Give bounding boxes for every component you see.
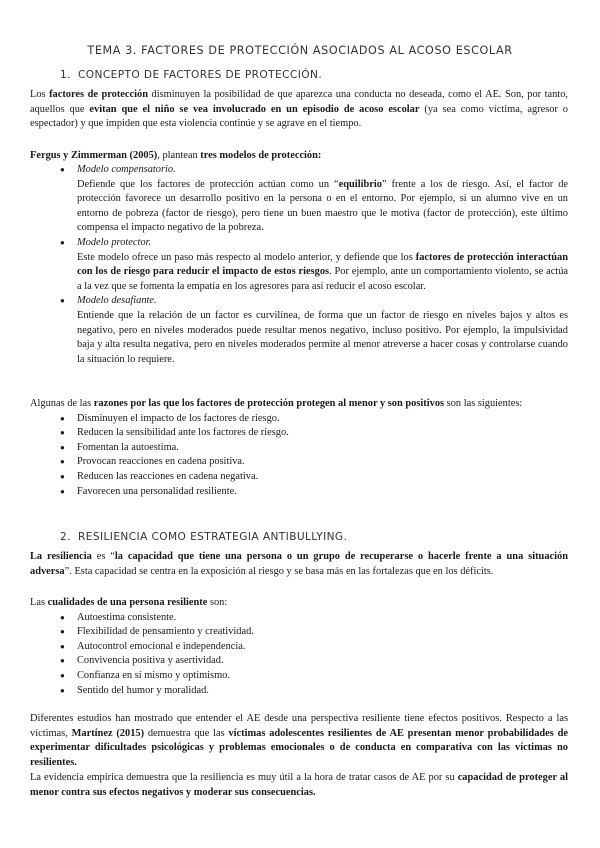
qualities-list (30, 611, 568, 699)
fergus-paragraph (30, 149, 568, 164)
section-1-number: 1. (60, 69, 71, 81)
list-item-text: Favorecen una personalidad resiliente. (77, 485, 237, 497)
bullet-icon: ● (60, 627, 65, 637)
bullet-icon: ● (60, 296, 65, 306)
text-run: . Por ejemplo, ante un comportamiento violento, se actúa a la vez que se fomenta la empatía en los agresores para así reducir el acoso escolar. (77, 266, 568, 292)
bullet-icon: ● (60, 612, 65, 622)
list-item (30, 684, 568, 699)
list-item (30, 611, 568, 626)
text-run: es “ (91, 551, 115, 562)
text-run: Los (30, 89, 50, 100)
model-name: Modelo protector. (77, 236, 152, 248)
bold-run: equilibrio (338, 178, 382, 190)
list-item-text: Reducen la sensibilidad ante los factores de riesgo. (77, 427, 289, 439)
bullet-icon: ● (60, 413, 65, 423)
section-1-heading (60, 68, 322, 83)
list-item (30, 441, 568, 456)
list-item-text: Autoestima consistente. (77, 611, 177, 623)
list-item (30, 470, 568, 485)
bold-run: cualidades de una persona resiliente (47, 597, 208, 608)
model-name: Modelo compensatorio. (77, 164, 176, 175)
list-item-text: Convivencia positiva y asertividad. (77, 655, 224, 667)
bullet-icon: ● (60, 641, 65, 651)
list-item-text: Disminuyen el impacto de los factores de riesgo. (77, 412, 280, 424)
intro-paragraph (30, 88, 568, 132)
bold-run: tres modelos de protección: (200, 150, 322, 161)
bold-run: evitan que el niño se vea involucrado en un episodio de acoso escolar (89, 103, 420, 115)
list-item-text: Sentido del humor y moralidad. (77, 684, 209, 696)
bold-run: Martínez (2015) (71, 727, 145, 739)
text-run: (ya sea como víctima, agresor o espectador) y que impiden que esta violencia continúe y se agrave en el tiempo. (30, 103, 568, 130)
bullet-icon: ● (60, 486, 65, 496)
text-run: ”. Esta capacidad se centra en la exposición al riesgo y se basa más en las fortalezas que en los déficits. (64, 565, 494, 577)
bold-run: razones por las que los factores de protección protegen al menor y son positivos (93, 398, 445, 409)
section-2-number: 2. (60, 531, 71, 543)
list-item (30, 485, 568, 500)
list-item (30, 654, 568, 669)
text-run: Este modelo ofrece un paso más respecto al modelo anterior, y defiende que los (77, 251, 416, 263)
bullet-icon: ● (60, 471, 65, 481)
text-run: Las (30, 597, 48, 608)
list-item-text: Reducen las reacciones en cadena negativa. (77, 470, 259, 482)
studies-paragraph (30, 712, 568, 770)
evidence-paragraph (30, 771, 568, 800)
text-run: Algunas de las (30, 398, 94, 409)
text-run: Entiende que la relación de un factor es curvilínea, de forma que un factor de riesgo en niveles bajos y altos es negativo, pero en niveles moderados puede resultar menos negativo, incluso positivo. Por ejemplo, la impulsividad baja y alta resulta negativa, pero en niveles moderados permite al menor atreverse a hacer cosas y controlarse cuando la situación lo requiere. (77, 309, 568, 365)
qualities-paragraph (30, 596, 568, 698)
bullet-icon: ● (60, 685, 65, 695)
list-item-text: Flexibilidad de pensamiento y creatividad. (77, 626, 254, 638)
section-2-heading (60, 530, 347, 545)
document-title: TEMA 3. FACTORES DE PROTECCIÓN ASOCIADOS AL ACOSO ESCOLAR (87, 44, 513, 57)
bullet-icon: ● (60, 237, 65, 247)
list-item (30, 412, 568, 427)
list-item (30, 455, 568, 470)
text-run: son las siguientes: (444, 398, 523, 409)
section-2-text: RESILIENCIA COMO ESTRATEGIA ANTIBULLYING. (78, 531, 348, 543)
text-run: La evidencia empírica demuestra que la resiliencia es muy útil a la hora de tratar casos de AE por su (30, 772, 458, 783)
text-run: son: (207, 597, 228, 608)
bold-run: capacidad de proteger al menor contra sus efectos negativos y moderar sus consecuencias. (30, 772, 568, 798)
model-name: Modelo desafiante. (77, 295, 157, 307)
text-run: ” frente a los de riesgo. Así, el factor de protección favorece un desarrollo positivo en la persona o en el entorno. Por ejemplo, si un alumno vive en un entorno de pobreza (factor de riesgo), pero tiene un buen maestro que le motiva (factor de protección), este último compensa el impacto negativo de la pobreza. (77, 178, 569, 234)
list-item-text: Provocan reacciones en cadena positiva. (77, 456, 245, 468)
text-run: demuestra que las (144, 727, 229, 739)
text-run: disminuyen la posibilidad de que aparezca una conducta no deseada, como el AE. Son, por tanto, aquellos que (30, 89, 568, 115)
list-item (30, 669, 568, 684)
list-item (30, 426, 568, 441)
model-item (30, 163, 568, 236)
bullet-icon: ● (60, 428, 65, 438)
list-item (30, 640, 568, 655)
reasons-paragraph (30, 397, 568, 499)
bold-run: la capacidad que tiene una persona o un grupo de recuperarse o hacerle frente a una situación adversa (30, 551, 568, 577)
model-item (30, 236, 568, 294)
list-item-text: Confianza en sí mismo y optimismo. (77, 669, 230, 681)
bold-run: factores de protección (49, 89, 149, 100)
reasons-list (30, 412, 568, 500)
text-run: , plantean (157, 150, 201, 161)
list-item-text: Autocontrol emocional e independencia. (77, 640, 246, 652)
text-run: Defiende que los factores de protección actúan como un “ (77, 178, 339, 190)
bold-run: víctimas adolescentes resilientes de AE presentan menor probabilidades de experimentar dificultades psicológicas y problemas emocionales o de conducta en comparativa con las víctimas no resilientes. (30, 727, 568, 768)
bold-run: La resiliencia (30, 551, 92, 562)
models-list (30, 163, 568, 367)
resilience-paragraph (30, 550, 568, 579)
bold-run: factores de protección interactúan con los de riesgo para reducir el impacto de estos riesgos (77, 251, 568, 278)
list-item-text: Fomentan la autoestima. (77, 441, 179, 453)
bullet-icon: ● (60, 656, 65, 666)
bold-run: Fergus y Zimmerman (2005) (30, 150, 158, 161)
bullet-icon: ● (60, 165, 65, 174)
text-run: Diferentes estudios han mostrado que entender el AE desde una perspectiva resiliente tiene efectos positivos. Respecto a las víctimas, (30, 713, 568, 739)
bullet-icon: ● (60, 457, 65, 467)
list-item (30, 625, 568, 640)
section-1-text: CONCEPTO DE FACTORES DE PROTECCIÓN. (78, 69, 323, 81)
model-item (30, 294, 568, 367)
bullet-icon: ● (60, 670, 65, 680)
bullet-icon: ● (60, 442, 65, 452)
